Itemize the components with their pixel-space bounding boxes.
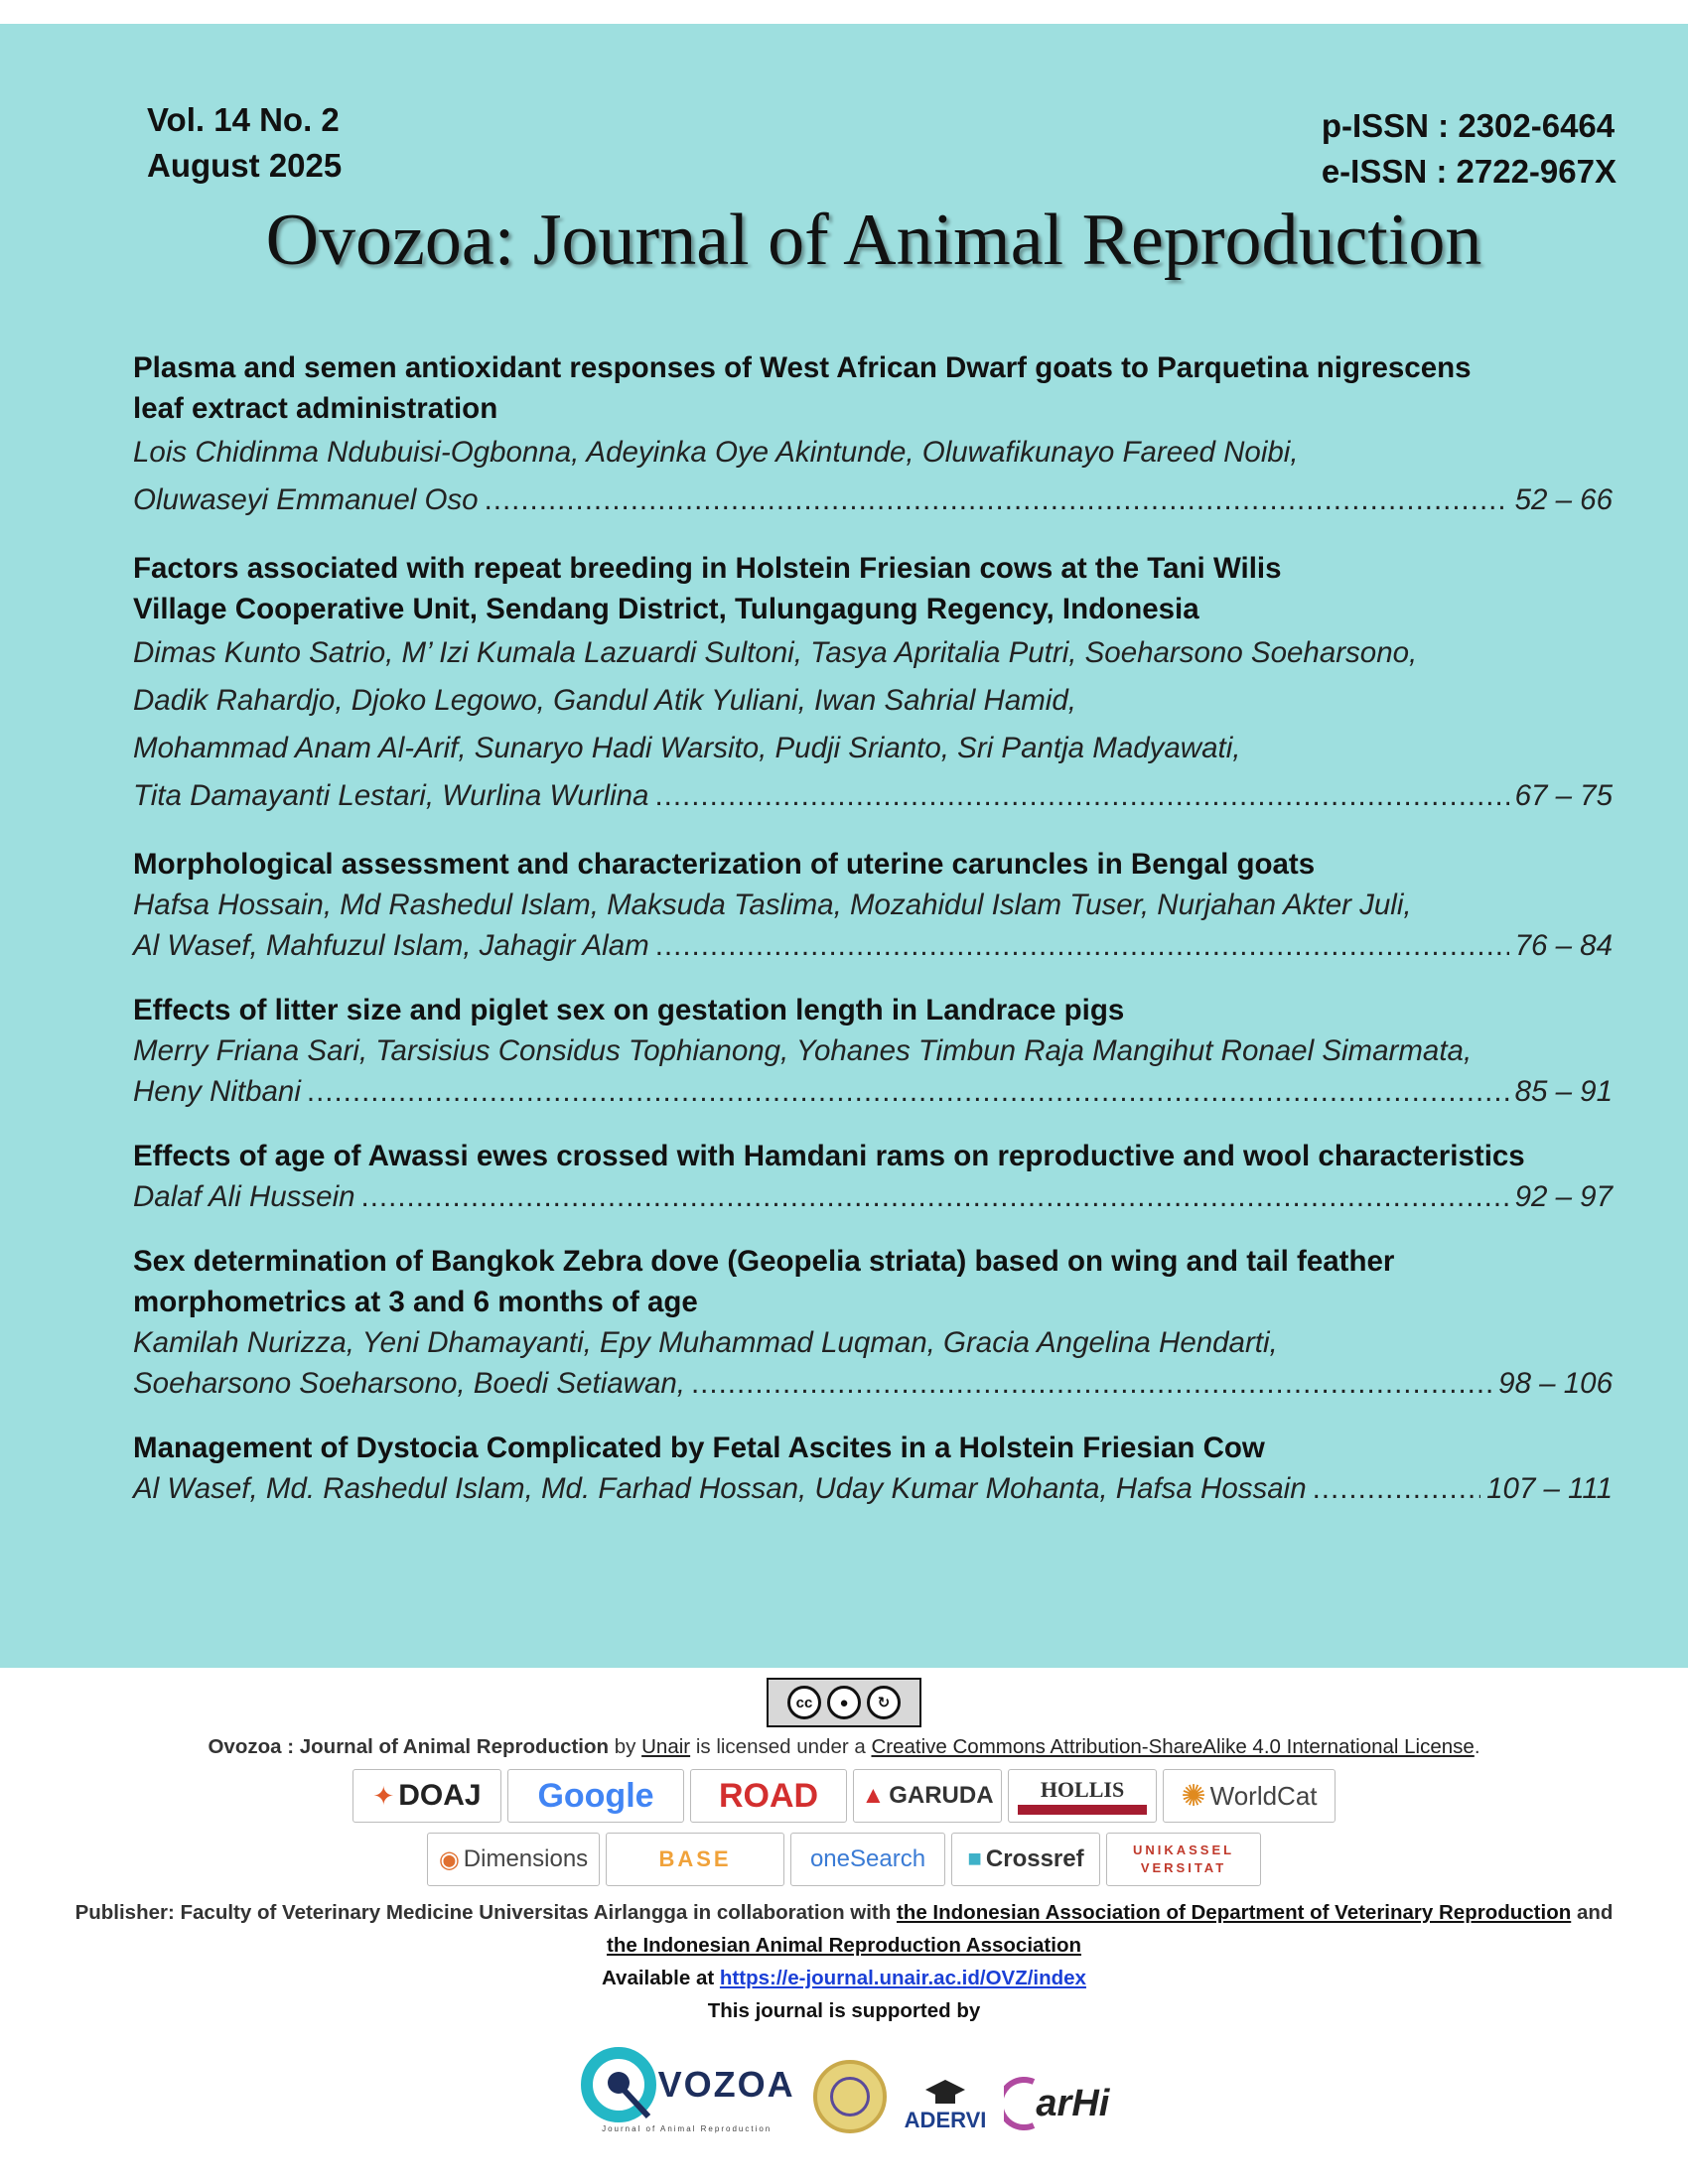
article-title-line: Morphological assessment and characterization of uterine caruncles in Bengal goats (133, 848, 1316, 881)
author-pages-line (133, 1468, 1613, 1509)
article-title (133, 990, 1613, 1030)
page-range: 52 – 66 (1514, 483, 1613, 516)
adervi-logo (905, 2078, 987, 2133)
author-pages-line (133, 1363, 1613, 1404)
availability (0, 1962, 1688, 1994)
table-of-contents (133, 347, 1613, 1533)
footer (0, 1678, 1688, 2133)
article-authors (133, 1030, 1613, 1112)
author-line: Dalaf Ali Hussein (133, 1180, 355, 1213)
leader-dots (654, 772, 1508, 820)
article-authors (133, 1176, 1613, 1217)
issue-date: August 2025 (147, 147, 343, 184)
available-label: Available at (602, 1967, 715, 1989)
support-label: This journal is supported by (707, 1999, 981, 2022)
author-line: Tita Damayanti Lestari, Wurlina Wurlina (133, 779, 649, 812)
arhi-logo-text: arHi (1036, 2082, 1110, 2124)
university-seal-logo (813, 2060, 887, 2133)
article-title-line: morphometrics at 3 and 6 months of age (133, 1286, 698, 1318)
leader-dots (1313, 1468, 1481, 1509)
issue-info (147, 97, 342, 189)
article-entry[interactable] (133, 844, 1613, 966)
article-authors (133, 1322, 1613, 1404)
article-title (133, 548, 1613, 629)
license-end: . (1474, 1735, 1480, 1758)
journal-title: Ovozoa: Journal of Animal Reproduction (265, 200, 1482, 281)
author-pages-line (133, 1176, 1613, 1217)
issn-block (1322, 103, 1617, 195)
article-title (133, 347, 1613, 429)
ovozoa-logo-subtitle: Journal of Animal Reproduction (602, 2124, 773, 2133)
page-range: 92 – 97 (1514, 1180, 1613, 1213)
page-range: 67 – 75 (1514, 779, 1613, 812)
author-line: Merry Friana Sari, Tarsisius Considus Tophianong, Yohanes Timbun Raja Mangihut Ronael Simarmata, (133, 1034, 1473, 1067)
leader-dots (361, 1176, 1509, 1217)
road-logo[interactable]: ROAD (690, 1769, 847, 1823)
publisher-statement (0, 1896, 1688, 1962)
author-line: Al Wasef, Md. Rashedul Islam, Md. Farhad Hossan, Uday Kumar Mohanta, Hafsa Hossain (133, 1472, 1307, 1505)
author-line: Soeharsono Soeharsono, Boedi Setiawan, (133, 1367, 685, 1400)
article-title-line: Sex determination of Bangkok Zebra dove (Geopelia striata) based on wing and tail feather (133, 1245, 1395, 1278)
author-line: Kamilah Nurizza, Yeni Dhamayanti, Epy Muhammad Luqman, Gracia Angelina Hendarti, (133, 1326, 1278, 1359)
page-range: 98 – 106 (1498, 1367, 1613, 1400)
p-issn: p-ISSN : 2302-6464 (1321, 107, 1616, 144)
license-statement (0, 1735, 1688, 1759)
cc-icon: cc (787, 1686, 821, 1719)
license-middle: is licensed under a (695, 1735, 866, 1758)
page-range: 85 – 91 (1514, 1075, 1613, 1108)
author-line: Oluwaseyi Emmanuel Oso (133, 483, 479, 516)
page-range: 76 – 84 (1514, 929, 1613, 962)
arhi-logo (1004, 2074, 1109, 2133)
adervi-logo-text: ADERVI (904, 2108, 987, 2132)
indexer-logos-row-2 (0, 1833, 1688, 1886)
unikassel-logo[interactable]: UNIKASSEL VERSITAT (1106, 1833, 1261, 1886)
ovozoa-q-icon (579, 2045, 658, 2124)
article-authors (133, 429, 1613, 524)
author-line: Dadik Rahardjo, Djoko Legowo, Gandul Atik Yuliani, Iwan Sahrial Hamid, (133, 684, 1076, 717)
article-title-line: leaf extract administration (133, 392, 498, 425)
cc-license-badge[interactable] (767, 1678, 921, 1727)
base-logo[interactable]: BASE (606, 1833, 784, 1886)
article-entry[interactable] (133, 1428, 1613, 1509)
article-title-line: Management of Dystocia Complicated by Fetal Ascites in a Holstein Friesian Cow (133, 1432, 1265, 1464)
article-entry[interactable] (133, 548, 1613, 820)
article-title (133, 1241, 1613, 1322)
author-pages-line (133, 772, 1613, 820)
journal-url-link[interactable]: https://e-journal.unair.ac.id/OVZ/index (719, 1967, 1086, 1989)
by-icon: ● (827, 1686, 861, 1719)
article-authors (133, 1468, 1613, 1509)
author-line: Lois Chidinma Ndubuisi-Ogbonna, Adeyinka Oye Akintunde, Oluwafikunayo Fareed Noibi, (133, 436, 1299, 469)
article-title (133, 844, 1613, 885)
publisher-prefix: Publisher: Faculty of Veterinary Medicine Universitas Airlangga in collaboration with (74, 1901, 892, 1924)
ovozoa-logo (579, 2045, 795, 2133)
leader-dots (655, 925, 1509, 966)
leader-dots (485, 477, 1509, 524)
author-line: Al Wasef, Mahfuzul Islam, Jahagir Alam (133, 929, 649, 962)
license-institution-link[interactable]: Unair (641, 1735, 691, 1758)
graduation-cap-icon (923, 2078, 967, 2108)
license-by: by (614, 1735, 636, 1758)
article-title-line: Plasma and semen antioxidant responses of West African Dwarf goats to Parquetina nigrescens (133, 351, 1472, 384)
indexer-logos-row-1 (0, 1769, 1688, 1823)
article-entry[interactable] (133, 990, 1613, 1112)
author-pages-line (133, 477, 1613, 524)
article-entry[interactable] (133, 347, 1613, 524)
article-entry[interactable] (133, 1136, 1613, 1217)
onesearch-logo[interactable]: oneSearch (790, 1833, 945, 1886)
author-pages-line (133, 1071, 1613, 1112)
dimensions-logo[interactable]: ◉ Dimensions (427, 1833, 600, 1886)
sa-icon: ↻ (867, 1686, 901, 1719)
supporter-logos (0, 2045, 1688, 2133)
article-title-line: Factors associated with repeat breeding in Holstein Friesian cows at the Tani Wilis (133, 552, 1282, 585)
worldcat-logo[interactable]: ✺ WorldCat (1163, 1769, 1336, 1823)
publisher-and: and (1576, 1901, 1614, 1924)
google-scholar-logo[interactable]: Google (507, 1769, 684, 1823)
crossref-logo[interactable]: ■ Crossref (951, 1833, 1100, 1886)
author-line: Hafsa Hossain, Md Rashedul Islam, Maksuda Taslima, Mozahidul Islam Tuser, Nurjahan Akter Juli, (133, 888, 1412, 921)
leader-dots (691, 1363, 1492, 1404)
page-range: 107 – 111 (1486, 1472, 1613, 1505)
volume-number: Vol. 14 No. 2 (147, 101, 340, 138)
article-authors (133, 885, 1613, 966)
article-authors (133, 629, 1613, 820)
association-1-link[interactable]: the Indonesian Association of Department of Veterinary Reproduction (896, 1901, 1572, 1924)
article-title-line: Effects of litter size and piglet sex on gestation length in Landrace pigs (133, 994, 1125, 1026)
leader-dots (307, 1071, 1509, 1112)
author-line: Heny Nitbani (133, 1075, 301, 1108)
article-title-line: Village Cooperative Unit, Sendang District, Tulungagung Regency, Indonesia (133, 593, 1199, 625)
license-journal: Ovozoa : Journal of Animal Reproduction (208, 1735, 610, 1758)
license-name-link[interactable]: Creative Commons Attribution-ShareAlike 4.0 International License (871, 1735, 1475, 1758)
doaj-logo[interactable]: ✦ DOAJ (352, 1769, 501, 1823)
ovozoa-logo-text: VOZOA (657, 2064, 795, 2105)
e-issn: e-ISSN : 2722-967X (1321, 153, 1617, 190)
article-title (133, 1428, 1613, 1468)
article-title-line: Effects of age of Awassi ewes crossed with Hamdani rams on reproductive and wool characteristics (133, 1140, 1525, 1172)
association-2-link[interactable]: the Indonesian Animal Reproduction Association (607, 1934, 1081, 1957)
hollis-logo[interactable]: HOLLIS (1008, 1769, 1157, 1823)
article-entry[interactable] (133, 1241, 1613, 1404)
garuda-logo[interactable]: ▲ GARUDA (853, 1769, 1002, 1823)
author-line: Dimas Kunto Satrio, M’ Izi Kumala Lazuardi Sultoni, Tasya Apritalia Putri, Soeharsono Soeharsono, (133, 636, 1418, 669)
author-pages-line (133, 925, 1613, 966)
article-title (133, 1136, 1613, 1176)
author-line: Mohammad Anam Al-Arif, Sunaryo Hadi Warsito, Pudji Srianto, Sri Pantja Madyawati, (133, 732, 1241, 764)
